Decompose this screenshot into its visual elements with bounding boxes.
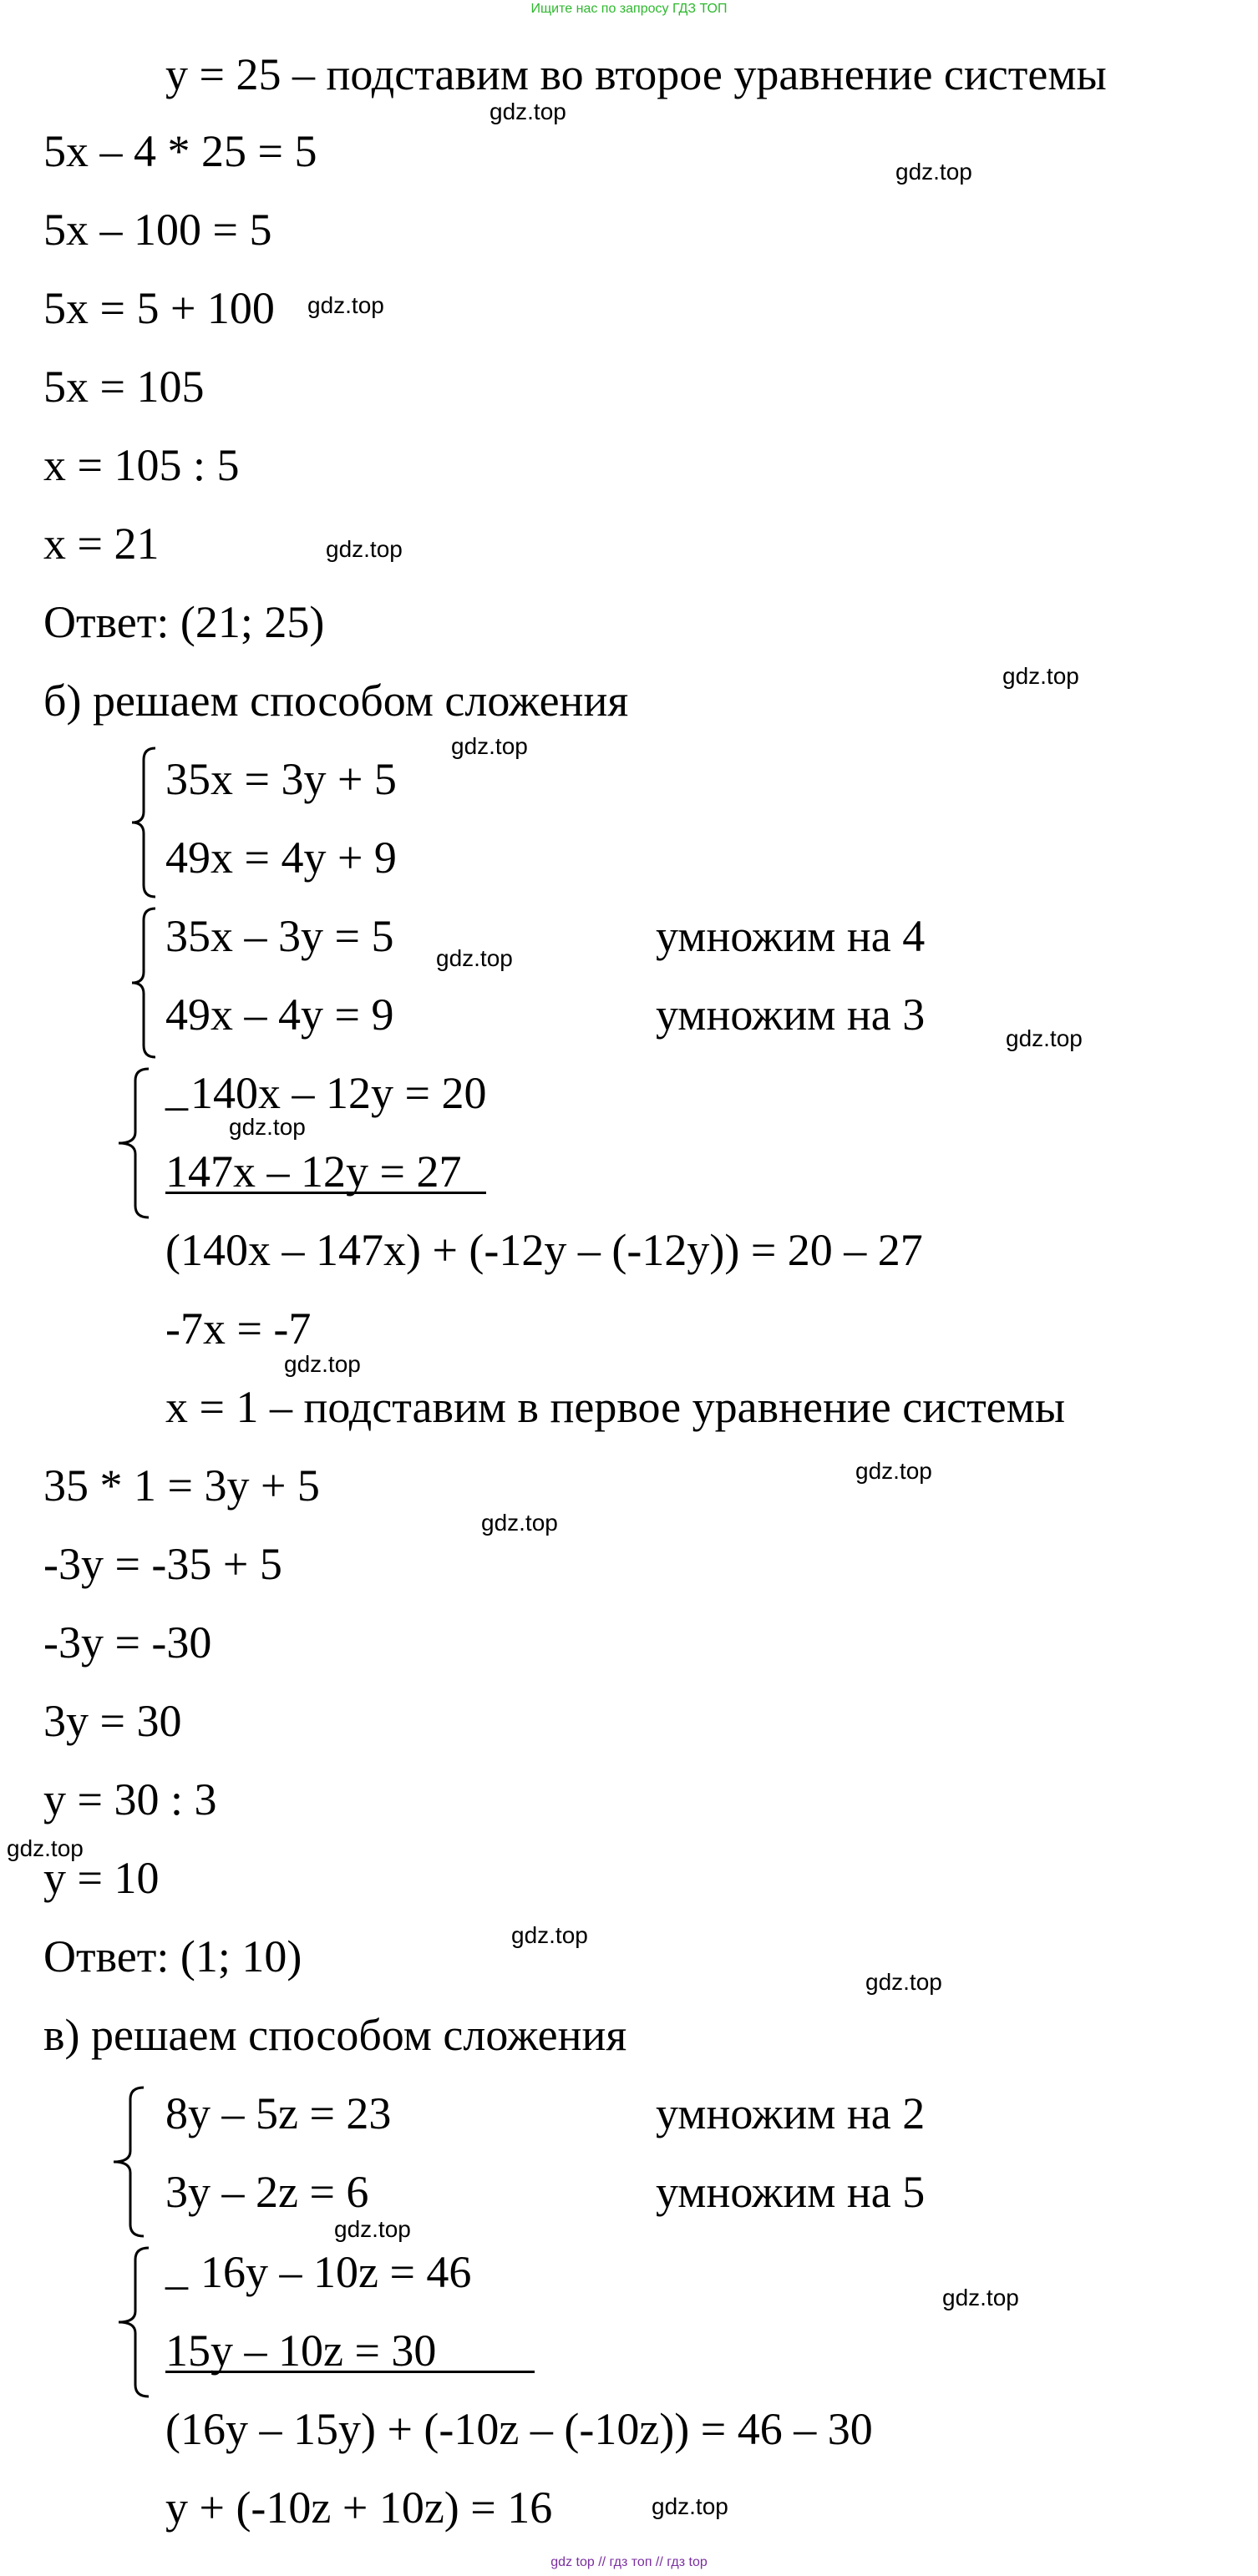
watermark: gdz.top — [855, 1458, 932, 1484]
part-c-system1-eq1: 8y – 5z = 23 — [165, 2088, 392, 2138]
part-a-step-1: 5x – 4 * 25 = 5 — [43, 126, 317, 176]
part-a-answer: Ответ: (21; 25) — [43, 597, 325, 647]
sum-underline — [165, 1192, 486, 1194]
sum-underline — [165, 2371, 535, 2373]
part-b-step-2: -3y = -35 + 5 — [43, 1539, 282, 1589]
part-b-step-6: y = 10 — [43, 1853, 160, 1903]
system-brace — [105, 2084, 147, 2239]
watermark: gdz.top — [284, 1351, 361, 1377]
minus-sign: _ — [165, 2244, 188, 2294]
part-a-step-6: x = 21 — [43, 519, 160, 569]
minus-sign: _ — [165, 1065, 188, 1115]
part-b-substitution-line: x = 1 – подставим в первое уравнение системы — [165, 1382, 1066, 1432]
part-c-subtraction: (16y – 15y) + (-10z – (-10z)) = 46 – 30 — [165, 2404, 873, 2454]
watermark: gdz.top — [942, 2285, 1019, 2310]
watermark: gdz.top — [1002, 663, 1079, 689]
watermark: gdz.top — [307, 292, 384, 318]
part-b-step-1: 35 * 1 = 3y + 5 — [43, 1460, 320, 1511]
part-a-step-3: 5x = 5 + 100 — [43, 283, 275, 333]
part-c-heading: в) решаем способом сложения — [43, 2010, 627, 2060]
part-c-system2-eq1: 16y – 10z = 46 — [200, 2247, 472, 2297]
footer-links[interactable]: gdz top // гдз топ // гдз top — [550, 2555, 708, 2569]
part-a-substitution-line: y = 25 – подставим во второе уравнение системы — [165, 49, 1107, 99]
watermark: gdz.top — [652, 2493, 728, 2519]
part-b-system1-eq1: 35x = 3y + 5 — [165, 754, 397, 804]
part-c-system2-eq2: 15y – 10z = 30 — [165, 2325, 437, 2376]
part-b-subtraction: (140x – 147x) + (-12y – (-12y)) = 20 – 27 — [165, 1225, 923, 1275]
watermark: gdz.top — [451, 733, 528, 759]
system-brace — [125, 745, 159, 900]
part-b-step-3: -3y = -30 — [43, 1617, 212, 1668]
watermark: gdz.top — [436, 945, 513, 971]
search-hint-banner[interactable]: Ищите нас по запросу ГДЗ ТОП — [530, 2, 728, 16]
system-brace — [125, 905, 159, 1060]
system-brace — [110, 2245, 152, 2400]
part-b-system2-eq2: 49x – 4y = 9 — [165, 989, 394, 1040]
part-c-result: y + (-10z + 10z) = 16 — [165, 2482, 553, 2533]
watermark: gdz.top — [481, 1510, 558, 1536]
part-b-system3-eq1: 140x – 12y = 20 — [190, 1068, 487, 1118]
watermark: gdz.top — [865, 1969, 942, 1995]
watermark: gdz.top — [229, 1114, 306, 1140]
part-a-step-5: x = 105 : 5 — [43, 440, 240, 490]
part-b-system1-eq2: 49x = 4y + 9 — [165, 833, 397, 883]
watermark: gdz.top — [326, 536, 403, 562]
part-b-step-5: y = 30 : 3 — [43, 1774, 217, 1824]
part-b-system3-eq2: 147x – 12y = 27 — [165, 1146, 462, 1197]
part-c-multiplier-2: умножим на 5 — [656, 2167, 926, 2217]
system-brace — [110, 1065, 152, 1221]
part-a-step-4: 5x = 105 — [43, 362, 205, 412]
watermark: gdz.top — [1006, 1025, 1083, 1051]
watermark: gdz.top — [511, 1922, 588, 1948]
part-b-answer: Ответ: (1; 10) — [43, 1931, 302, 1981]
part-b-heading: б) решаем способом сложения — [43, 676, 629, 726]
part-b-result: -7x = -7 — [165, 1303, 312, 1354]
part-a-step-2: 5x – 100 = 5 — [43, 205, 272, 255]
part-b-multiplier-2: умножим на 3 — [656, 989, 926, 1040]
part-b-system2-eq1: 35x – 3y = 5 — [165, 911, 394, 961]
watermark: gdz.top — [334, 2216, 411, 2242]
part-b-step-4: 3y = 30 — [43, 1696, 182, 1746]
watermark: gdz.top — [895, 159, 972, 185]
part-b-multiplier-1: умножим на 4 — [656, 911, 926, 961]
watermark: gdz.top — [490, 99, 566, 124]
part-c-system1-eq2: 3y – 2z = 6 — [165, 2167, 369, 2217]
watermark: gdz.top — [7, 1835, 84, 1861]
part-c-multiplier-1: умножим на 2 — [656, 2088, 926, 2138]
